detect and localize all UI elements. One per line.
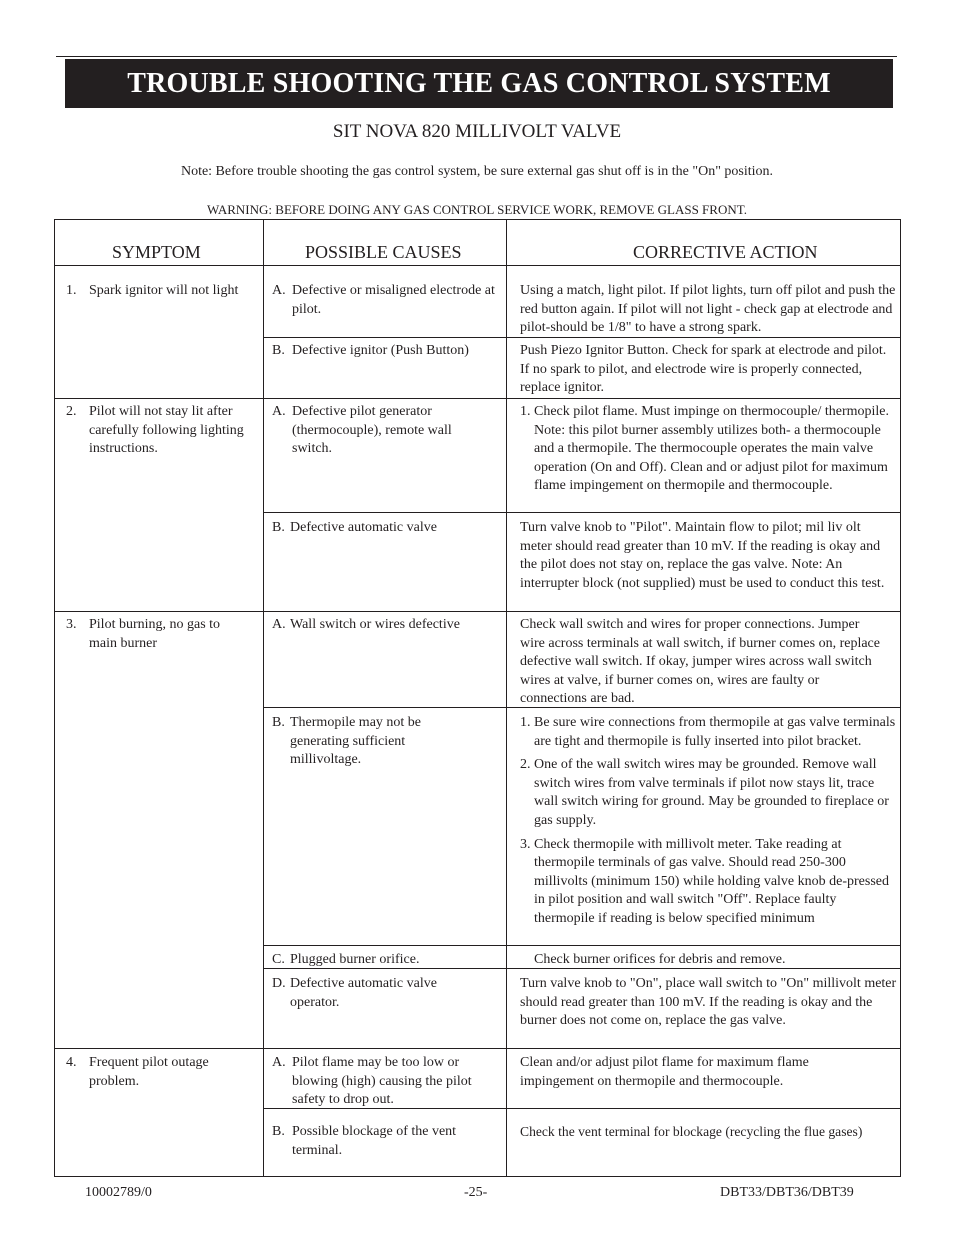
warning-text: WARNING: BEFORE DOING ANY GAS CONTROL SERVICE WORK, REMOVE GLASS FRONT. xyxy=(207,202,747,217)
cause-label: A. xyxy=(272,1055,286,1070)
row-divider xyxy=(54,1048,901,1049)
column-header-corrective-action: CORRECTIVE ACTION xyxy=(633,242,818,262)
table-top-border xyxy=(54,219,901,220)
table-bottom-border xyxy=(54,1176,901,1177)
action-item: 3. Check thermopile with millivolt meter. Take reading at thermopile terminals of gas valve. Should read 250-300 millivolts (minimum 150) while holding valve knob de-pressed in pilot position and wall switch "Off". Replace faulty thermopile if reading is below specified minimum xyxy=(520,836,890,926)
cause-label: A. xyxy=(272,617,286,632)
cause-label: C. xyxy=(272,952,285,967)
column-divider-2 xyxy=(506,219,507,1177)
action-text: Push Piezo Ignitor Button. Check for spark at electrode and pilot. If no spark to pilot, and electrode wire is properly connected, replace ignitor. xyxy=(520,343,887,396)
footer-page-number: -25- xyxy=(464,1185,488,1200)
cause-label: B. xyxy=(272,343,285,358)
cause-label: A. xyxy=(272,404,286,419)
symptom-text: Frequent pilot outage problem. xyxy=(89,1055,209,1089)
action-text-block xyxy=(520,403,898,496)
action-text: Using a match, light pilot. If pilot lights, turn off pilot and push the red button again. If pilot will not light - check gap at electrode and pilot-should be 1/8" to have a strong spark. xyxy=(520,283,896,336)
action-text: Clean and/or adjust pilot flame for maximum flame impingement on thermopile and thermocouple. xyxy=(520,1055,809,1089)
cause-text: Wall switch or wires defective xyxy=(290,617,460,632)
row-divider xyxy=(54,398,901,399)
cause-label: B. xyxy=(272,1124,285,1139)
table-right-border xyxy=(900,219,901,1177)
cause-label: D. xyxy=(272,976,286,991)
row-divider xyxy=(54,611,901,612)
action-text: Turn valve knob to "Pilot". Maintain flow to pilot; mil liv olt meter should read greater than 10 mV. If the reading is okay and the pilot does not stay on, replace the gas valve. Note: An interrupter block (not supplied) must be used to conduct this test. xyxy=(520,520,885,591)
symptom-text: Spark ignitor will not light xyxy=(89,283,239,298)
cause-text: Pilot flame may be too low or blowing (high) causing the pilot safety to drop out. xyxy=(292,1055,472,1108)
action-text: 1. Check pilot flame. Must impinge on thermocouple/ thermopile. Note: this pilot burner assembly utilizes both- a thermocouple and a thermopile. The thermocouple operates the main valve operation (On and Off). Clean and or adjust pilot for maximum flame impingement on thermopile and thermocouple. xyxy=(520,404,889,494)
cause-text: Defective automatic valve xyxy=(290,520,437,535)
cause-text: Thermopile may not be generating sufficient millivoltage. xyxy=(290,715,422,768)
action-text: Check the vent terminal for blockage (recycling the flue gases) xyxy=(520,1124,863,1139)
subrow-divider xyxy=(263,945,901,946)
column-header-possible-causes: POSSIBLE CAUSES xyxy=(305,242,462,262)
cause-text: Possible blockage of the vent terminal. xyxy=(292,1124,457,1158)
cause-label: B. xyxy=(272,520,285,535)
footer-doc-number: 10002789/0 xyxy=(85,1185,152,1200)
page-title: TROUBLE SHOOTING THE GAS CONTROL SYSTEM xyxy=(65,59,893,108)
action-text: Check burner orifices for debris and remove. xyxy=(534,952,786,967)
cause-text: Defective automatic valve operator. xyxy=(290,976,437,1010)
column-divider-1 xyxy=(263,219,264,1177)
action-item: 2. One of the wall switch wires may be grounded. Remove wall switch wires from valve terminals if pilot now stays lit, trace wall switch wiring for ground. May be grounded to fireplace or gas supply. xyxy=(520,757,889,828)
action-text: Check wall switch and wires for proper connections. Jumper wire across terminals at wall switch, if burner comes on, replace defective wall switch. If okay, jumper wires across wall switch wires at valve, if burner comes on, wires are faulty or connections are bad. xyxy=(520,617,880,707)
cause-text: Defective pilot generator (thermocouple), remote wall switch. xyxy=(292,404,452,457)
note-text: Note: Before trouble shooting the gas control system, be sure external gas shut off is in the "On" position. xyxy=(180,164,774,179)
cause-label: A. xyxy=(272,283,286,298)
column-header-symptom: SYMPTOM xyxy=(112,242,201,262)
symptom-number: 3. xyxy=(66,617,77,632)
action-text: Turn valve knob to "On", place wall switch to "On" millivolt meter should read greater than 100 mV. If the reading is okay and the burner does not come on, replace the gas valve. xyxy=(520,976,897,1029)
action-list xyxy=(520,714,900,929)
table-left-border xyxy=(54,219,55,1177)
cause-label: B. xyxy=(272,715,285,730)
symptom-number: 2. xyxy=(66,404,77,419)
page-subtitle: SIT NOVA 820 MILLIVOLT VALVE xyxy=(332,121,622,142)
header-divider xyxy=(54,265,901,266)
subrow-divider xyxy=(263,512,901,513)
symptom-text: Pilot burning, no gas to main burner xyxy=(89,617,221,651)
footer-models: DBT33/DBT36/DBT39 xyxy=(720,1185,854,1200)
symptom-text: Pilot will not stay lit after carefully following lighting instructions. xyxy=(89,404,244,457)
action-item: 1. Be sure wire connections from thermopile at gas valve terminals are tight and thermopile is fully inserted into pilot bracket. xyxy=(520,715,896,749)
symptom-number: 1. xyxy=(66,283,77,298)
symptom-number: 4. xyxy=(66,1055,77,1070)
cause-text: Plugged burner orifice. xyxy=(290,952,420,967)
cause-text: Defective or misaligned electrode at pilot. xyxy=(292,283,495,317)
cause-text: Defective ignitor (Push Button) xyxy=(292,343,469,358)
